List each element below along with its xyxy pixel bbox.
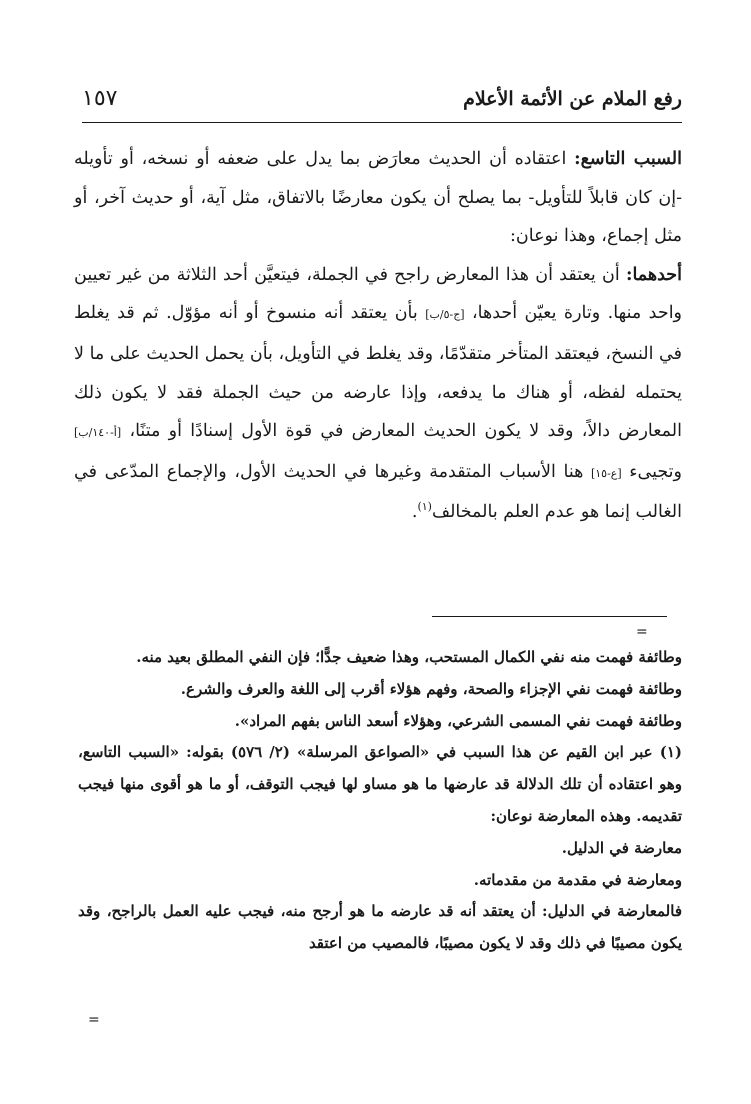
paragraph-ninth-reason — [74, 140, 682, 256]
footnote-line: وطائفة فهمت منه نفي الكمال المستحب، وهذا ضعيف جدًّا؛ فإن النفي المطلق بعيد منه. — [136, 648, 682, 666]
footnote-line: وطائفة فهمت نفي المسمى الشرعي، وهؤلاء أسعد الناس بفهم المراد». — [234, 711, 682, 730]
page-number: ١٥٧ — [82, 86, 118, 111]
paragraph-lead: السبب التاسع: — [574, 149, 682, 169]
main-text — [74, 140, 682, 532]
paragraph-body: أن يعتقد أن هذا المعارض راجح في الجملة، فيتعيَّن أحد الثلاثة من غير تعيين واحد منها. وتارة يعيّن أحدها، — [74, 264, 683, 324]
footnote-line: معارضة في الدليل. — [561, 838, 682, 857]
footnotes — [78, 642, 682, 960]
footnote-1: (١) عبر ابن القيم عن هذا السبب في «الصواعق المرسلة» (٢/ ٥٧٦) بقوله: «السبب التاسع، وهو اعتقاده أن تلك الدلالة قد عارضها ما هو مساو لها فيجب التوقف، أو ما هو أقوى منها فيجب تقديمه. وهذه المعارضة نوعان: — [78, 743, 682, 825]
paragraph-end: . — [411, 502, 418, 523]
paragraph-first-type — [74, 256, 682, 532]
paragraph-body: هنا الأسباب المتقدمة وغيرها في الحديث الأول، والإجماع المدّعى في الغالب إنما هو عدم العلم بالمخالف — [74, 461, 682, 523]
manuscript-marker: [ج-٥/ب] — [425, 308, 465, 322]
paragraph-body: وتجيىء — [621, 461, 682, 482]
footnote-separator — [432, 616, 667, 617]
paragraph-body: بأن يعتقد أنه منسوخ أو أنه مؤوّل. ثم قد يغلط في النسخ، فيعتقد المتأخر متقدّمًا، وقد يغلط في التأويل، بأن يحمل الحديث على ما لا يحتمله لفظه، أو هناك ما يدفعه، وإذا عارضه من حيث الجملة فقد لا يكون ذلك المعارض دالاً، وقد لا يكون الحديث المعارض في قوة الأول إسنادًا أو متنًا، — [74, 303, 682, 442]
continuation-marker-bottom: = — [88, 1012, 100, 1028]
book-title: رفع الملام عن الأئمة الأعلام — [463, 88, 682, 110]
footnote-line: ومعارضة في مقدمة من مقدماته. — [473, 870, 682, 889]
paragraph-lead: أحدهما: — [625, 264, 682, 285]
manuscript-marker: [ع-١٥] — [590, 466, 622, 480]
footnote-line: فالمعارضة في الدليل: أن يعتقد أنه قد عارضه ما هو أرجح منه، فيجب عليه العمل بالراجح، وقد يكون مصيبًا في ذلك وقد لا يكون مصيبًا، فالمصيب من اعتقد — [78, 902, 682, 953]
continuation-marker-top: = — [636, 624, 648, 640]
running-header — [82, 84, 682, 120]
footnote-reference: (١) — [417, 500, 432, 514]
manuscript-marker: [أ-١٤٠/ب] — [74, 426, 122, 440]
paragraph-body: اعتقاده أن الحديث معارَض بما يدل على ضعفه أو نسخه، أو تأويله -إن كان قابلاً للتأويل- بما يصلح أن يكون معارضًا بالاتفاق، مثل آية، أو حديث آخر، أو مثل إجماع، وهذا نوعان: — [74, 149, 682, 247]
header-rule — [82, 122, 682, 123]
footnote-line: وطائفة فهمت نفي الإجزاء والصحة، وفهم هؤلاء أقرب إلى اللغة والعرف والشرع. — [180, 679, 682, 698]
